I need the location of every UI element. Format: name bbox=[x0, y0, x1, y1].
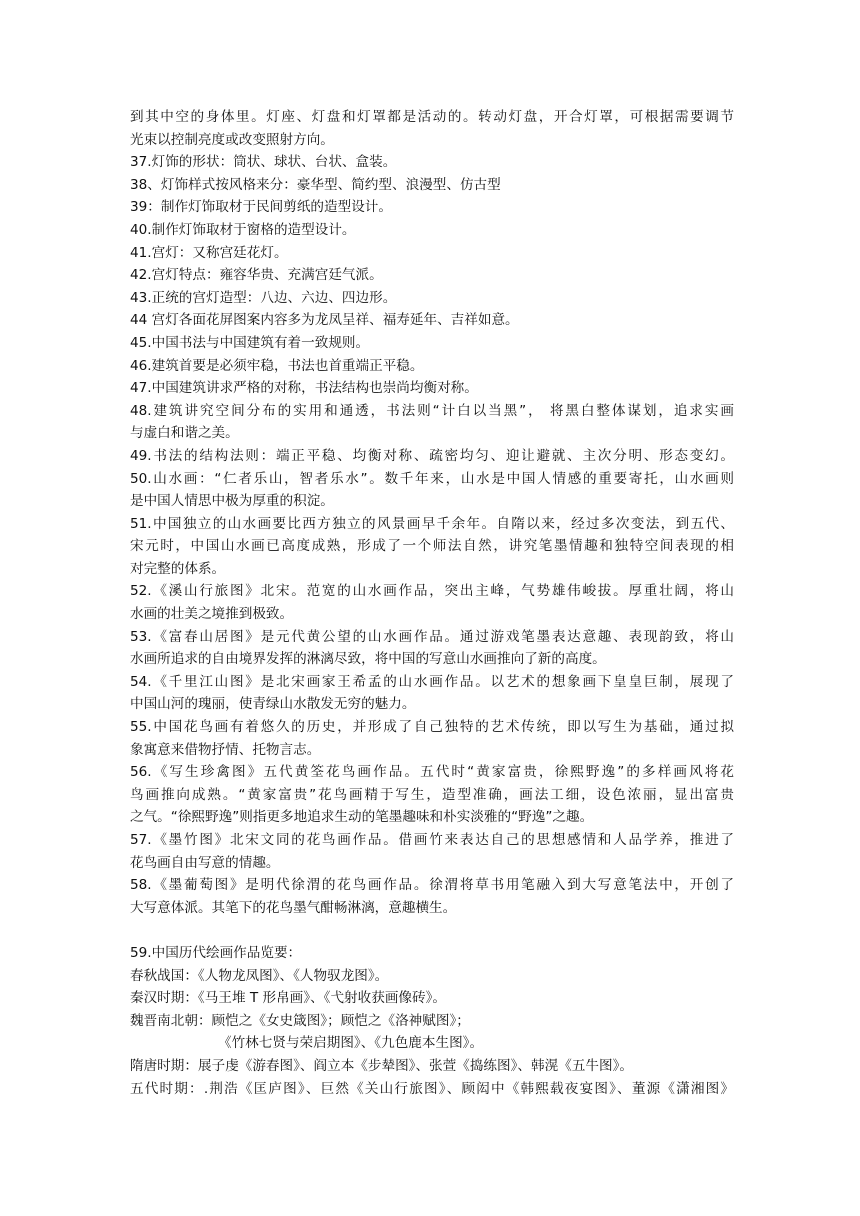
text-line: 中国山河的瑰丽，使青绿山水散发无穷的魅力。 bbox=[130, 696, 416, 713]
text-line: 58.《墨葡萄图》是明代徐渭的花鸟画作品。徐渭将草书用笔融入到大写意笔法中，开创了 bbox=[130, 877, 734, 894]
text-line: 水画的壮美之境推到极致。 bbox=[130, 606, 294, 623]
text-line: 42.宫灯特点：雍容华贵、充满宫廷气派。 bbox=[130, 267, 383, 284]
text-line: 是中国人情思中极为厚重的积淀。 bbox=[130, 493, 334, 510]
text-line: 43.正统的宫灯造型：八边、六边、四边形。 bbox=[130, 289, 397, 306]
text-line: 45.中国书法与中国建筑有着一致规则。 bbox=[130, 334, 370, 351]
text-line: 到其中空的身体里。灯座、灯盘和灯罩都是活动的。转动灯盘，开合灯罩，可根据需要调节 bbox=[130, 109, 734, 125]
text-line: 57.《墨竹图》北宋文同的花鸟画作品。借画竹来表达自己的思想感情和人品学养，推进了 bbox=[130, 832, 734, 848]
text-line: 之气。“徐熙野逸”则指更多地追求生动的笔墨趣味和朴实淡雅的“野逸”之趣。 bbox=[130, 809, 594, 826]
text-line: 魏晋南北朝：顾恺之《女史箴图》；顾恺之《洛神赋图》； bbox=[130, 1012, 470, 1029]
text-line: 41.宫灯：又称宫廷花灯。 bbox=[130, 244, 288, 261]
text-line: 48.建筑讲究空间分布的实用和通透，书法则“计白以当黑”， 将黑白整体谋划，追求实画 bbox=[130, 402, 734, 419]
text-line: 花鸟画自由写意的情趣。 bbox=[130, 854, 280, 871]
text-line: 56.《写生珍禽图》五代黄筌花鸟画作品。五代时“黄家富贵，徐熙野逸”的多样画风将花 bbox=[130, 764, 734, 781]
text-line: 《竹林七贤与荣启期图》、《九色鹿本生图》。 bbox=[218, 1035, 484, 1052]
text-line: 光束以控制亮度或改变照射方向。 bbox=[130, 131, 334, 148]
text-line: 与虚白和谐之美。 bbox=[130, 425, 239, 442]
text-line: 53.《富春山居图》是元代黄公望的山水画作品。通过游戏笔墨表达意趣、表现韵致，将山 bbox=[130, 628, 734, 645]
text-line: 52.《溪山行旅图》北宋。范宽的山水画作品，突出主峰，气势雄伟峻拔。厚重壮阔，将山 bbox=[130, 583, 734, 600]
text-line: 五代时期：.荆浩《匡庐图》、巨然《关山行旅图》、顾闳中《韩熙载夜宴图》、董源《潇湘图》 bbox=[130, 1080, 734, 1097]
text-line: 55.中国花鸟画有着悠久的历史，并形成了自己独特的艺术传统，即以写生为基础，通过拟 bbox=[130, 719, 734, 736]
text-line: 象寓意来借物抒情、托物言志。 bbox=[130, 741, 321, 758]
text-line: 40.制作灯饰取材于窗格的造型设计。 bbox=[130, 221, 356, 238]
section-heading: 59.中国历代绘画作品览要： bbox=[130, 944, 302, 961]
text-line: 51.中国独立的山水画要比西方独立的风景画早千余年。自隋以来，经过多次变法，到五代、 bbox=[130, 515, 734, 532]
text-line: 鸟画推向成熟。“黄家富贵”花鸟画精于写生，造型准确，画法工细，设色浓丽，显出富贵 bbox=[130, 786, 734, 803]
text-line: 水画所追求的自由境界发挥的淋漓尽致，将中国的写意山水画推向了新的高度。 bbox=[130, 651, 606, 668]
text-line: 47.中国建筑讲求严格的对称，书法结构也崇尚均衡对称。 bbox=[130, 380, 478, 397]
text-line: 秦汉时期：《马王堆 T 形帛画》、《弋射收获画像砖》。 bbox=[130, 990, 446, 1007]
blank-line bbox=[130, 919, 734, 942]
text-line: 50.山水画：“仁者乐山，智者乐水”。数千年来，山水是中国人情感的重要寄托，山水画则 bbox=[130, 470, 734, 487]
text-line: 宋元时，中国山水画已高度成熟，形成了一个师法自然，讲究笔墨情趣和独特空间表现的相 bbox=[130, 538, 734, 555]
text-line: 44 宫灯各面花屏图案内容多为龙凤呈祥、福寿延年、吉祥如意。 bbox=[130, 312, 519, 329]
text-line: 46.建筑首要是必须牢稳，书法也首重端正平稳。 bbox=[130, 357, 424, 374]
text-line: 大写意体派。其笔下的花鸟墨气酣畅淋漓，意趣横生。 bbox=[130, 899, 457, 916]
text-line: 38、灯饰样式按风格来分：豪华型、简约型、浪漫型、仿古型 bbox=[130, 176, 501, 193]
text-line: 37.灯饰的形状：筒状、球状、台状、盒装。 bbox=[130, 154, 397, 171]
text-line: 39：制作灯饰取材于民间剪纸的造型设计。 bbox=[130, 199, 392, 216]
text-line: 49.书法的结构法则：端正平稳、均衡对称、疏密均匀、迎让避就、主次分明、形态变幻。 bbox=[130, 447, 734, 464]
text-line: 54.《千里江山图》是北宋画家王希孟的山水画作品。以艺术的想象画下皇皇巨制，展现了 bbox=[130, 673, 734, 690]
text-line: 对完整的体系。 bbox=[130, 560, 226, 577]
text-line: 隋唐时期：展子虔《游春图》、阎立本《步辇图》、张萱《捣练图》、韩滉《五牛图》。 bbox=[130, 1057, 633, 1074]
document-page bbox=[130, 106, 734, 1100]
text-line: 春秋战国：《人物龙凤图》、《人物驭龙图》。 bbox=[130, 967, 389, 984]
